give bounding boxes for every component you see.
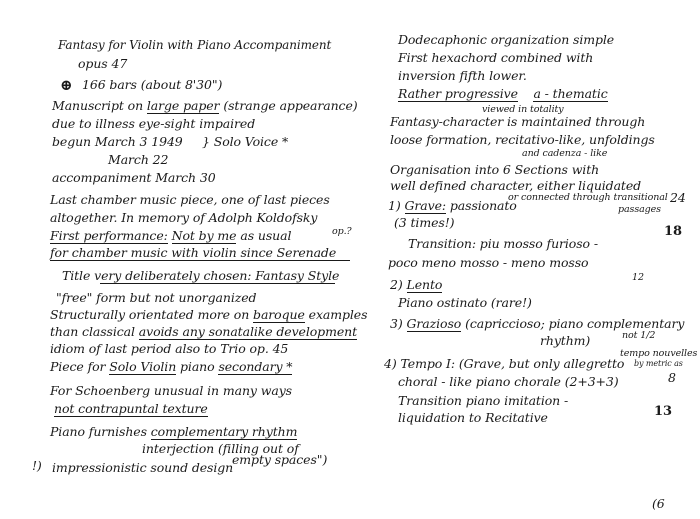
lento-line <box>390 277 442 292</box>
due-to-line: due to illness eye-sight impaired <box>52 116 256 131</box>
manuscript-text-3: (strange appearance) <box>223 98 358 113</box>
page-number: (6 <box>652 496 665 511</box>
tempo-line <box>384 356 624 371</box>
dodecaphonic-line: Dodecaphonic organization simple <box>398 32 615 47</box>
op-note: op.? <box>332 226 352 237</box>
lento-bars: 12 <box>632 272 644 283</box>
rather-progressive-line <box>398 86 608 101</box>
transition-bars: 18 <box>664 224 682 239</box>
fantasy-character-line: Fantasy-character is maintained through <box>390 114 646 129</box>
transition-line: Transition: piu mosso furioso - <box>408 236 598 251</box>
structurally-2: baroque <box>253 307 305 322</box>
tempo-label: Tempo I: (Grave, but only allegretto <box>400 356 625 371</box>
rhythm-note: not 1/2 <box>622 330 656 341</box>
transition-piano-line: Transition piano imitation - <box>398 393 569 408</box>
bars-mark: ⊕ <box>60 76 73 94</box>
not-contrapuntal-line: not contrapuntal texture <box>54 401 208 416</box>
piano-ostinato-line: Piano ostinato (rare!) <box>398 295 532 310</box>
piece-title: Fantasy for Violin with Piano Accompaniment <box>58 38 332 52</box>
underline-rule <box>50 260 350 261</box>
grazioso-number: 3) <box>390 316 403 331</box>
inversion-line: inversion fifth lower. <box>398 68 527 83</box>
rather-progressive-1: Rather progressive <box>398 86 518 101</box>
piece-for-line <box>50 359 292 374</box>
passages-note: passages <box>618 204 661 215</box>
first-hexachord-line: First hexachord combined with <box>398 50 594 65</box>
loose-formation-line: loose formation, recitativo-like, unfoldings <box>390 132 655 147</box>
piece-4: secondary * <box>218 359 293 374</box>
grave-bars: 24 <box>670 190 686 205</box>
piece-1: Piece for <box>50 359 106 374</box>
title-chosen-line: Title very deliberately chosen: Fantasy Style <box>62 268 340 283</box>
organisation-line: Organisation into 6 Sections with <box>390 162 600 177</box>
than-classical-1: than classical <box>50 324 135 339</box>
three-times-line: (3 times!) <box>394 215 455 230</box>
accompaniment-line: accompaniment March 30 <box>52 170 216 185</box>
choral-bars: 8 <box>668 370 676 385</box>
grave-line <box>388 198 517 213</box>
piano-furnishes-2: complementary rhythm <box>150 424 298 439</box>
free-form-line: "free" form but not unorganized <box>56 290 257 305</box>
liquidation-bars: 13 <box>654 404 672 419</box>
first-performance-line <box>50 228 291 243</box>
begun-line: begun March 3 1949 <box>52 134 183 149</box>
last-chamber-line: Last chamber music piece, one of last pieces <box>50 192 330 207</box>
grazioso-label: Grazioso <box>406 316 462 331</box>
title-underline <box>100 283 335 284</box>
choral-line: choral - like piano chorale (2+3+3) <box>398 374 619 389</box>
pochissimo-line: poco meno mosso - meno mosso <box>388 255 589 270</box>
cadenza-note: and cadenza - like <box>522 148 608 159</box>
piano-furnishes-line <box>50 424 297 439</box>
piece-3: piano <box>180 359 215 374</box>
structurally-3: examples <box>308 307 368 322</box>
than-classical-line <box>50 324 357 339</box>
march22-line: March 22 <box>108 152 169 167</box>
rather-progressive-2: a - thematic <box>533 86 608 101</box>
first-performance-1: First performance: <box>50 228 168 243</box>
grave-desc: passionato <box>449 198 517 213</box>
solo-voice-note: } Solo Voice * <box>202 134 289 149</box>
schoenberg-line: For Schoenberg unusual in many ways <box>50 383 292 398</box>
opus-number: opus 47 <box>78 56 128 71</box>
rhythm-line: rhythm) <box>540 333 591 348</box>
first-performance-3: as usual <box>240 228 292 243</box>
tempo-note-1: tempo nouvelles <box>620 348 698 359</box>
structurally-line <box>50 307 367 322</box>
idiom-line: idiom of last period also to Trio op. 45 <box>50 341 289 356</box>
grazioso-line <box>390 316 684 331</box>
impressionistic-mark: !) <box>32 458 42 473</box>
lento-label: Lento <box>406 277 443 292</box>
manuscript-text-2: large paper <box>146 98 220 113</box>
than-classical-2: avoids any sonatalike development <box>138 324 357 339</box>
bars-count: 166 bars (about 8'30") <box>82 77 223 92</box>
grave-number: 1) <box>388 198 401 213</box>
altogether-line: altogether. In memory of Adolph Koldofsky <box>50 210 318 225</box>
structurally-1: Structurally orientated more on <box>50 307 250 322</box>
chamber-music-line: for chamber music with violin since Serenade <box>50 245 337 260</box>
grave-label: Grave: <box>404 198 446 213</box>
first-performance-2: Not by me <box>171 228 237 243</box>
impressionistic-line: impressionistic sound design <box>52 460 234 475</box>
piano-furnishes-1: Piano furnishes <box>50 424 147 439</box>
tempo-number: 4) <box>384 356 397 371</box>
empty-spaces-note: empty spaces") <box>232 452 328 467</box>
grazioso-desc: (capriccioso; piano complementary <box>465 316 685 331</box>
piece-2: Solo Violin <box>109 359 177 374</box>
interjection-line: interjection (filling out of <box>142 441 299 456</box>
well-defined-line: well defined character, either liquidated <box>390 178 642 193</box>
lento-number: 2) <box>390 277 403 292</box>
connected-note: or connected through transitional <box>508 192 668 203</box>
liquidation-line: liquidation to Recitative <box>398 410 548 425</box>
viewed-totality-note: viewed in totality <box>482 104 564 115</box>
manuscript-line <box>52 98 358 113</box>
tempo-note-2: by metric as <box>634 359 683 368</box>
manuscript-text-1: Manuscript on <box>52 98 144 113</box>
